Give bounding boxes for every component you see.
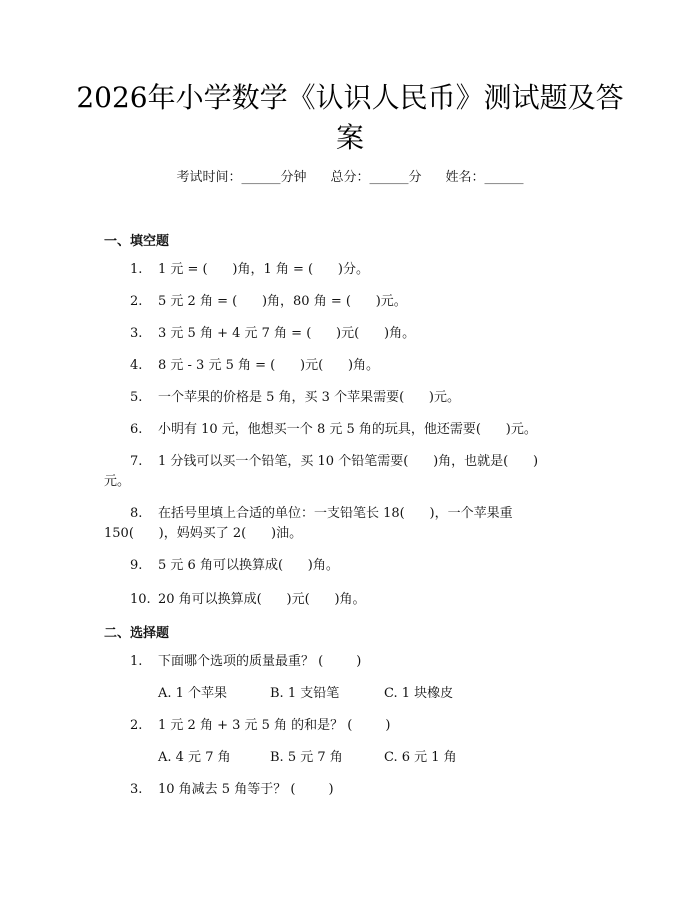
question-text: 下面哪个选项的质量最重？ ( ) [158,654,362,669]
question-text: 10 角减去 5 角等于？ ( ) [158,782,334,797]
question-number: 2. [130,294,143,309]
question-number: 3. [130,782,143,797]
question-number: 8. [130,506,143,521]
document-title [70,78,630,158]
option-a: A. 1 个苹果 [158,686,228,701]
question-number: 10. [130,592,151,607]
question-number: 1. [130,262,143,277]
question-number: 6. [130,422,143,437]
exam-info-line [0,168,700,188]
section-heading-fill-blank: 一、填空题 [104,234,170,249]
question-text: 5 元 2 角 = ( )角，80 角 = ( )元。 [158,294,407,309]
question-number: 7. [130,454,143,469]
question-number: 3. [130,326,143,341]
option-b: B. 1 支铅笔 [270,686,340,701]
question-text: 8 元 - 3 元 5 角 = ( )元( )角。 [158,358,380,373]
title-line-1: 2026年小学数学《认识人民币》测试题及答 [76,81,624,114]
section-heading-multiple-choice: 二、选择题 [104,626,170,641]
total-score-field: 总分：______分 [330,170,422,185]
student-name-field: 姓名：______ [445,170,524,185]
question-text: 在括号里填上合适的单位：一支铅笔长 18( )，一个苹果重 [158,506,513,521]
question-text-continuation: 150( )，妈妈买了 2( )油。 [104,526,303,541]
question-text: 3 元 5 角 + 4 元 7 角 = ( )元( )角。 [158,326,416,341]
option-c: C. 1 块橡皮 [384,686,454,701]
exam-time-field: 考试时间：______分钟 [176,170,307,185]
title-line-2: 案 [335,121,364,154]
question-text: 5 元 6 角可以换算成( )角。 [158,558,339,573]
question-text-continuation: 元。 [104,474,131,489]
question-text: 1 元 2 角 + 3 元 5 角 的和是？ ( ) [158,718,391,733]
question-number: 5. [130,390,143,405]
question-text: 一个苹果的价格是 5 角，买 3 个苹果需要( )元。 [158,390,461,405]
question-text: 1 元 = ( )角，1 角 = ( )分。 [158,262,369,277]
option-c: C. 6 元 1 角 [384,750,457,765]
question-text: 1 分钱可以买一个铅笔，买 10 个铅笔需要( )角，也就是( ) [158,454,539,469]
option-a: A. 4 元 7 角 [158,750,231,765]
question-number: 4. [130,358,143,373]
question-number: 2. [130,718,143,733]
question-number: 9. [130,558,143,573]
option-b: B. 5 元 7 角 [270,750,343,765]
question-text: 20 角可以换算成( )元( )角。 [158,592,366,607]
question-text: 小明有 10 元，他想买一个 8 元 5 角的玩具，他还需要( )元。 [158,422,537,437]
question-number: 1. [130,654,143,669]
